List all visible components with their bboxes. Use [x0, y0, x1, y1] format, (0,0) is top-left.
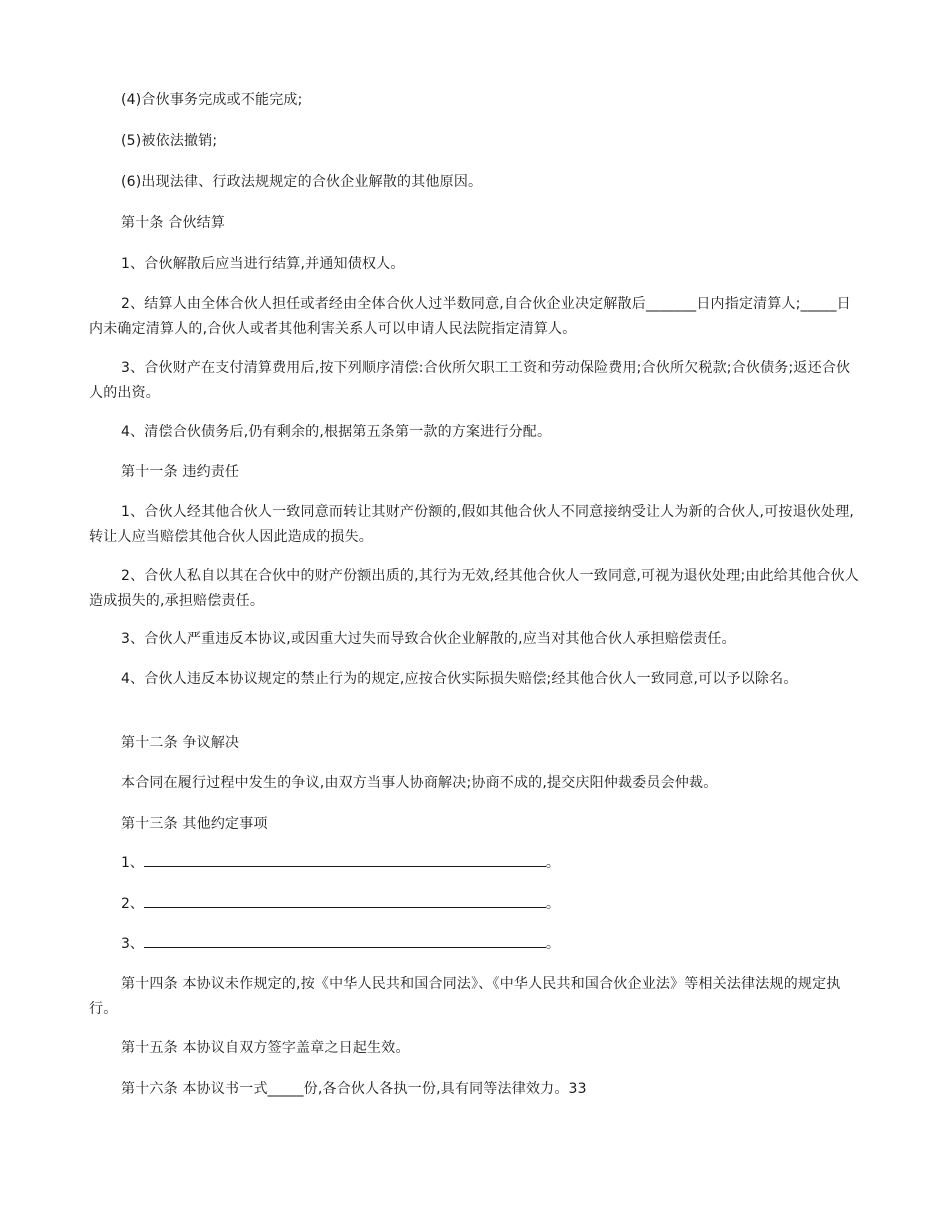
- other-item-number: 2、: [121, 896, 144, 912]
- clause-item-5: (5)被依法撤销;: [121, 133, 218, 149]
- article-16: 第十六条 本协议书一式_____份,各合伙人各执一份,具有同等法律效力。33: [121, 1081, 587, 1097]
- article-10-item-3: 3、合伙财产在支付清算费用后,按下列顺序清偿:合伙所欠职工工资和劳动保险费用;合伙所欠税款;合伙债务;返还合伙人的出资。: [89, 360, 851, 401]
- other-item-end: 。: [545, 936, 560, 952]
- other-item-1: [121, 851, 560, 875]
- article-11-heading: 第十一条 违约责任: [121, 464, 240, 480]
- article-14: 第十四条 本协议未作规定的,按《中华人民共和国合同法》、《中华人民共和国合伙企业法》等相关法律法规的规定执行。: [89, 976, 841, 1017]
- article-12-body: 本合同在履行过程中发生的争议,由双方当事人协商解决;协商不成的,提交庆阳仲裁委员会仲裁。: [121, 775, 718, 791]
- article-10-heading: 第十条 合伙结算: [121, 215, 226, 231]
- article-11-item-2: 2、合伙人私自以其在合伙中的财产份额出质的,其行为无效,经其他合伙人一致同意,可视为退伙处理;由此给其他合伙人造成损失的,承担赔偿责任。: [89, 568, 859, 609]
- other-item-number: 3、: [121, 936, 144, 952]
- other-item-end: 。: [545, 855, 560, 871]
- other-item-2: [121, 892, 560, 916]
- article-10-item-1: 1、合伙解散后应当进行结算,并通知债权人。: [121, 256, 405, 272]
- fill-blank-line: [144, 932, 546, 948]
- clause-item-6: (6)出现法律、行政法规规定的合伙企业解散的其他原因。: [121, 174, 483, 190]
- article-11-item-3: 3、合伙人严重违反本协议,或因重大过失而导致合伙企业解散的,应当对其他合伙人承担赔偿责任。: [121, 631, 736, 647]
- article-11-item-1: 1、合伙人经其他合伙人一致同意而转让其财产份额的,假如其他合伙人不同意接纳受让人为新的合伙人,可按退伙处理,转让人应当赔偿其他合伙人因此造成的损失。: [89, 504, 855, 545]
- article-15: 第十五条 本协议自双方签字盖章之日起生效。: [121, 1040, 410, 1056]
- fill-blank-line: [144, 892, 546, 908]
- other-item-3: [121, 932, 560, 956]
- fill-blank-line: [144, 851, 546, 867]
- other-item-end: 。: [545, 896, 560, 912]
- article-10-item-4: 4、清偿合伙债务后,仍有剩余的,根据第五条第一款的方案进行分配。: [121, 424, 552, 440]
- article-11-item-4: 4、合伙人违反本协议规定的禁止行为的规定,应按合伙实际损失赔偿;经其他合伙人一致同意,可以予以除名。: [121, 671, 798, 687]
- other-item-number: 1、: [121, 855, 144, 871]
- clause-item-4: (4)合伙事务完成或不能完成;: [121, 92, 303, 108]
- article-13-heading: 第十三条 其他约定事项: [121, 816, 268, 832]
- article-12-heading: 第十二条 争议解决: [121, 735, 240, 751]
- article-10-item-2: 2、结算人由全体合伙人担任或者经由全体合伙人过半数同意,自合伙企业决定解散后_______日内指定清算人;_____日内未确定清算人的,合伙人或者其他利害关系人可以申请人民法院指定清算人。: [89, 296, 851, 337]
